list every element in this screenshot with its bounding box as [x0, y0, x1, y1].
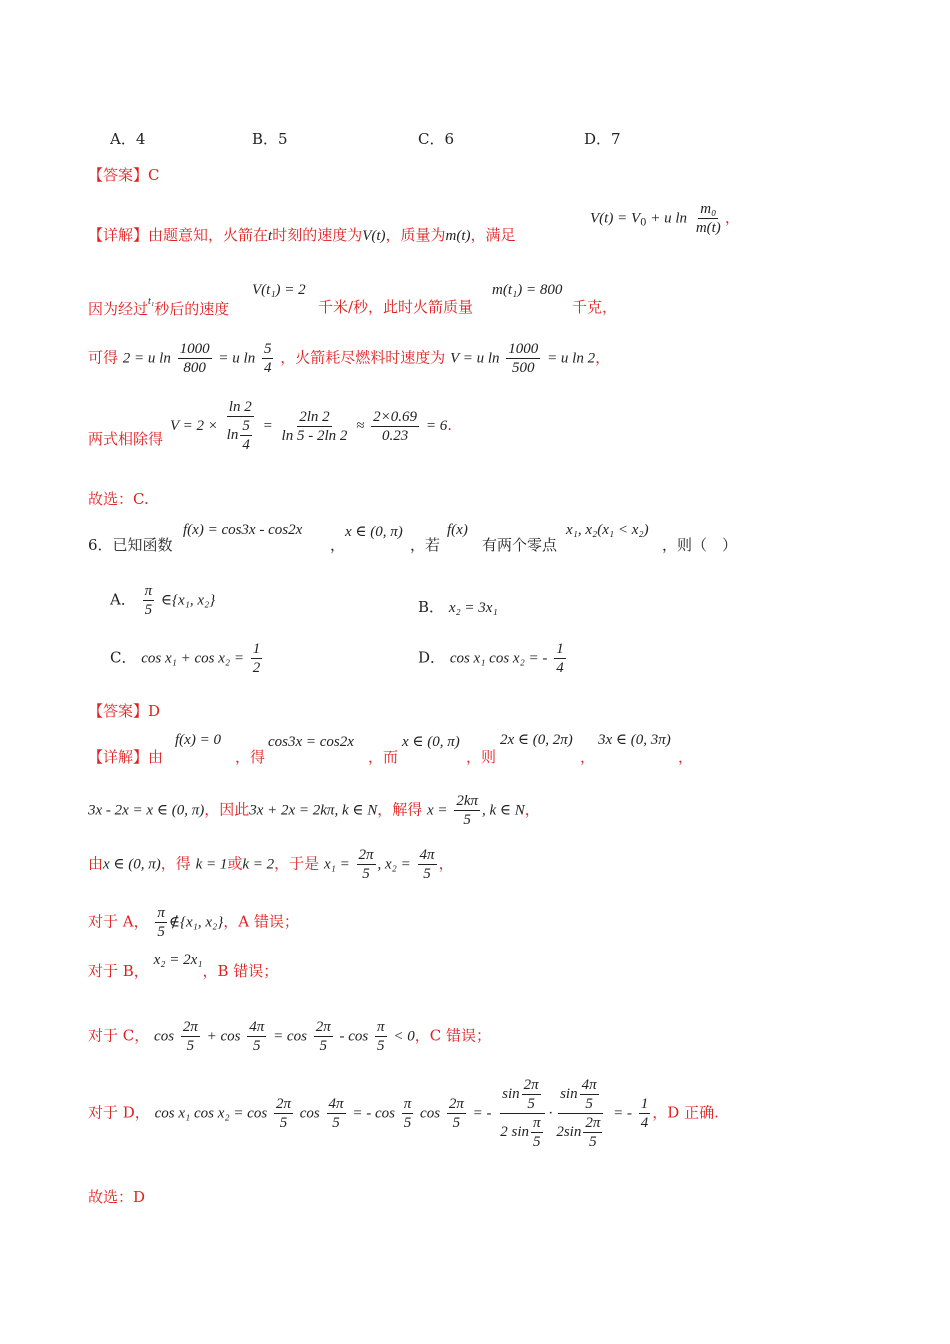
- q6-range-3x: 3x ∈ (0, 3π): [598, 732, 671, 748]
- detail-line-2c: 千克，: [572, 298, 618, 316]
- q6-stem-if: ，若: [410, 536, 441, 554]
- q6-option-d: D． cos x₁ cos x₂ = - $\frac{1}{4}$: [418, 641, 564, 676]
- formula-v-t1: V(t₁) = 2: [252, 282, 306, 298]
- q6-domain-2: x ∈ (0, π): [402, 734, 460, 750]
- q6-detail-line-1: 【详解】由: [88, 748, 164, 766]
- q6-detail-line-7: 对于 D， cos x₁ cos x₂ = cos $\frac{2\pi}{5}$ cos $\frac{4\pi}{5}$ = - cos $\frac{\pi}{5}$ cos $\frac{2\pi}{5}$ = - sin $\frac{2\pi}{5}$ 2 sin $\frac{\pi}{5}$ · sin $\frac{4\pi}{5}$ 2sin $\frac{2\pi}{5}$ = - $\frac{1}{4}$ ，D 正确.: [88, 1077, 719, 1150]
- formula-m-t1: m(t₁) = 800: [492, 282, 563, 298]
- q5-conclusion: 故选：C.: [88, 490, 149, 508]
- q6-detail-line-3: 由x ∈ (0, π)，得 k = 1或k = 2，于是 x₁ = $\frac{2\pi}{5}$ , x₂ = $\frac{4\pi}{5}$ ，: [88, 847, 454, 882]
- q6-conclusion: 故选：D: [88, 1188, 146, 1206]
- q6-detail-de: ，得: [235, 748, 266, 766]
- q6-fx-zero: f(x) = 0: [175, 732, 221, 748]
- option-b: B．5: [252, 130, 288, 148]
- formula-division: V = 2 × ln 2 ln $\frac{5}{4}$ = $\frac{2\ln 2}{\ln 5 - 2\ln 2}$ ≈ $\frac{2\times 0.69}{0.23}$ = 6.: [170, 399, 452, 453]
- formula-velocity: $V(t) = V_0 + u$ ln $\frac{\text{m₀}}{m(t)}$ ，: [590, 201, 740, 236]
- detail-line-2: 因为经过$^{t_1}$秒后的速度: [88, 296, 230, 318]
- q6-detail-line-4: 对于 A， $\frac{\pi}{5}$ ∉{x₁, x₂}，A 错误；: [88, 905, 299, 940]
- q6-detail-line-6: 对于 C， cos $\frac{2\pi}{5}$ + cos $\frac{4\pi}{5}$ = cos $\frac{2\pi}{5}$ - cos $\frac{\pi}{5}$ < 0，C 错误；: [88, 1019, 491, 1054]
- q6-domain: x ∈ (0, π): [345, 524, 403, 540]
- detail-line-2b: 千米/秒，此时火箭质量: [318, 298, 474, 316]
- answer-label: 【答案】C: [88, 166, 160, 184]
- q6-function: f(x) = cos3x - cos2x: [183, 522, 303, 538]
- q6-stem-zeros-label: 有两个零点: [482, 536, 558, 554]
- q6-range-2x: 2x ∈ (0, 2π): [500, 732, 573, 748]
- option-c: C．6: [418, 130, 455, 148]
- detail-line-1: 【详解】由题意知，火箭在t时刻的速度为V(t)，质量为m(t)，满足: [88, 226, 516, 244]
- q6-zeros: x₁, x₂(x₁ < x₂): [566, 522, 649, 538]
- q6-stem: 6．已知函数: [88, 536, 173, 554]
- q6-fx: f(x): [447, 522, 468, 538]
- q6-detail-line-2: 3x - 2x = x ∈ (0, π)，因此3x + 2x = 2kπ, k ∈ N，解得 x = $\frac{2k\pi}{5}$ , k ∈ N，: [88, 793, 540, 828]
- q6-detail-er: ，而: [368, 748, 399, 766]
- q6-stem-then: ，则（ ）: [662, 536, 738, 554]
- q6-detail-comma-2: ，: [678, 748, 694, 766]
- q6-detail-ze: ，则: [466, 748, 497, 766]
- option-a: A．4: [110, 130, 146, 148]
- q6-option-c: C． cos x₁ + cos x₂ = $\frac{1}{2}$: [110, 641, 261, 676]
- q6-option-a: A． $\frac{\pi}{5}$ ∈{x₁, x₂}: [110, 583, 216, 618]
- q6-option-b: B． x₂ = 3x₁: [418, 598, 498, 616]
- detail-line-4-label: 两式相除得: [88, 430, 164, 448]
- option-d: D．7: [584, 130, 621, 148]
- q6-detail-line-5: 对于 B， x₂ = 2x₁，B 错误；: [88, 952, 279, 980]
- q6-cos-eq: cos3x = cos2x: [268, 734, 354, 750]
- q6-stem-comma: ，: [330, 536, 346, 554]
- q6-answer-label: 【答案】D: [88, 702, 161, 720]
- detail-line-3: 可得 2 = u ln $\frac{1000}{800}$ = u ln $\frac{5}{4}$ ，火箭耗尽燃料时速度为 V = u ln $\frac{1000}{500}$ = u ln 2，: [88, 341, 611, 376]
- q6-detail-comma: ，: [580, 748, 596, 766]
